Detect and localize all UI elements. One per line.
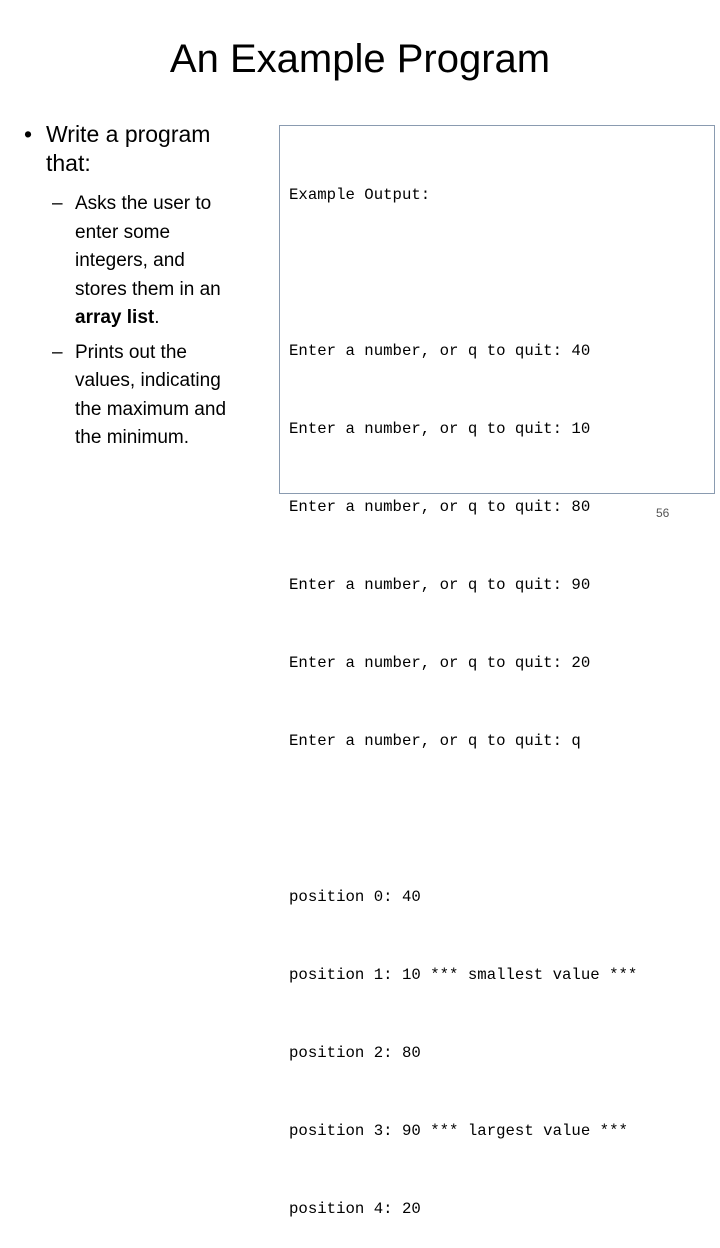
period: . [154, 307, 160, 328]
main-bullet [24, 120, 264, 178]
input-prompt-line: Enter a number, or q to quit: 80 [289, 498, 591, 516]
input-prompt-line: Enter a number, or q to quit: 10 [289, 420, 591, 438]
sub-bullet-line [75, 304, 264, 333]
result-line: position 3: 90 *** largest value *** [289, 1122, 628, 1140]
blank-line [289, 260, 714, 286]
result-line: position 2: 80 [289, 1044, 421, 1062]
sub-bullet-asks [52, 190, 264, 333]
sub-bullet-line: integers, and [75, 250, 185, 271]
sub-bullet-line: enter some [75, 221, 171, 243]
page-number: 56 [656, 506, 670, 520]
array-list-term: array list [75, 307, 155, 328]
sub-bullet-line: Asks the user to [75, 193, 212, 214]
result-line: position 4: 20 [289, 1200, 421, 1218]
dash-marker: – [52, 193, 63, 214]
sub-bullet-line: values, indicating [75, 370, 221, 391]
sub-bullet-line: the maximum and [75, 398, 227, 420]
bullet-list [24, 120, 264, 459]
main-bullet-line: that: [46, 150, 91, 176]
dash-marker: – [52, 341, 63, 363]
sub-bullet-line: Prints out the [75, 341, 187, 363]
sub-bullet-list [24, 190, 264, 453]
main-bullet-line: Write a program [46, 121, 211, 147]
sub-bullet-line: stores them in an [75, 278, 221, 300]
input-prompt-line: Enter a number, or q to quit: q [289, 732, 581, 750]
result-line: position 0: 40 [289, 888, 421, 906]
blank-line [289, 806, 714, 832]
sub-bullet-line: the minimum. [75, 427, 190, 448]
input-prompt-line: Enter a number, or q to quit: 90 [289, 576, 591, 594]
result-line: position 1: 10 *** smallest value *** [289, 966, 638, 984]
sub-bullet-prints [52, 339, 264, 453]
input-prompt-line: Enter a number, or q to quit: 20 [289, 654, 591, 672]
input-prompt-line: Enter a number, or q to quit: 40 [289, 342, 591, 360]
output-header: Example Output: [289, 186, 431, 204]
bullet-marker: • [24, 121, 33, 147]
slide-title: An Example Program [169, 37, 551, 81]
